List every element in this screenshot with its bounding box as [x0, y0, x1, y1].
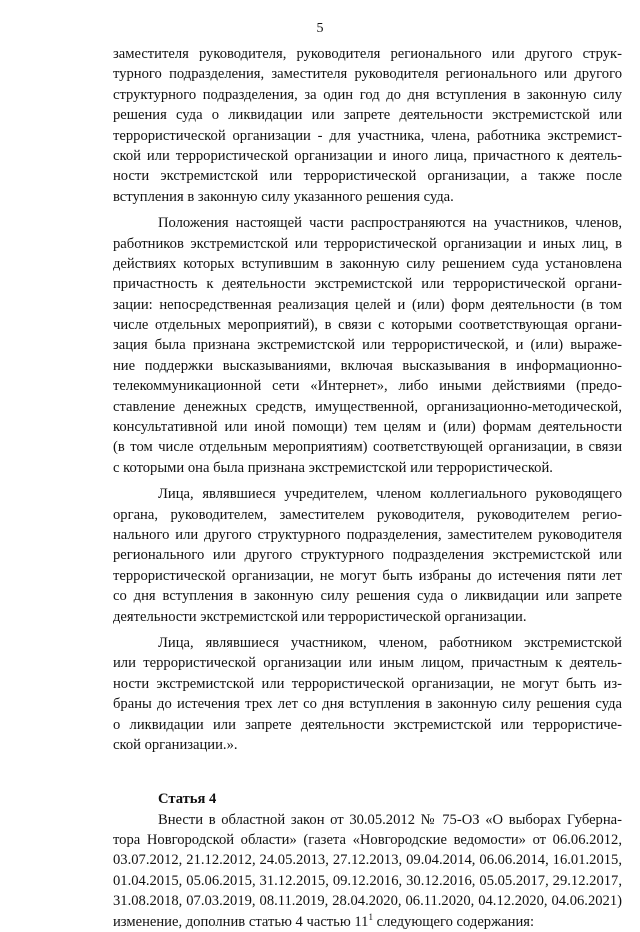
text-line: зации: непосредственная реализация целей и (или) форм деятельности (в том [113, 296, 622, 313]
article-final-line [113, 912, 622, 932]
text-line: ности экстремистской или террористической организации, не могут быть из- [113, 675, 622, 692]
text-line: Внести в областной закон от 30.05.2012 № 75-ОЗ «О выборах Губерна- [158, 811, 622, 828]
text-line: Лица, являвшиеся учредителем, членом коллегиального руководящего [158, 486, 622, 503]
text-line: нального или другого структурного подразделения, заместителем руководителя [113, 526, 622, 543]
final-line-tail: следующего содержания: [372, 913, 535, 930]
paragraph [113, 633, 622, 755]
paragraph [113, 44, 622, 207]
text-line: с которыми она была признана экстремистской или террористической. [113, 459, 553, 476]
text-line: вступления в законную силу указанного решения суда. [113, 188, 454, 205]
text-line: или террористической организации или иным лицом, причастным к деятель- [113, 655, 622, 672]
text-line: органа, руководителем, заместителем руководителя, руководителем регио- [113, 506, 622, 523]
text-line: структурного подразделения, за один год до дня вступления в законную силу [113, 86, 622, 103]
text-line: ской организации.». [113, 736, 238, 753]
text-line: заместителя руководителя, руководителя регионального или другого струк- [113, 46, 622, 62]
text-line: тора Новгородской области» (газета «Новгородские ведомости» от 06.06.2012, [113, 832, 622, 849]
text-line: Лица, являвшиеся участником, членом, работником экстремистской [158, 634, 622, 651]
article-heading: Статья 4 [158, 791, 217, 808]
text-line: 01.04.2015, 05.06.2015, 31.12.2015, 09.12.2016, 30.12.2016, 05.05.2017, 29.12.2017, [113, 872, 622, 889]
text-line: Положения настоящей части распространяются на участников, членов, [158, 215, 622, 232]
text-line: решения суда о ликвидации или запрете деятельности экстремистской или [113, 107, 622, 124]
section-gap [113, 755, 622, 789]
paragraph [113, 484, 622, 627]
text-line: ской или террористической организации и иного лица, причастного к деятель- [113, 147, 622, 164]
text-line: ности экстремистской или террористической организации, а также после [113, 168, 622, 185]
text-line: 03.07.2012, 21.12.2012, 24.05.2013, 27.12.2013, 09.04.2014, 06.06.2014, 16.01.2015, [113, 852, 622, 869]
text-line: (в том числе отдельным мероприятиям) соответствующей организации, в связи [113, 439, 622, 456]
text-line: со дня вступления в законную силу решения суда о ликвидации или запрете [113, 588, 622, 605]
text-line: ние поддержки высказываниями, включая высказывания в информационно- [113, 357, 622, 374]
text-line: террористической организации - для участника, члена, работника экстремист- [113, 127, 622, 144]
final-line-text: изменение, дополнив статью 4 частью 11 [113, 913, 369, 930]
text-line: работников экстремистской или террористической организации и иных лиц, в [113, 235, 622, 252]
text-line: консультативной или иной помощи) тем целям и (или) формам деятельности [113, 419, 622, 436]
text-line: причастность к деятельности экстремистской или террористической органи- [113, 276, 622, 293]
text-line: террористической организации, не могут быть избраны до истечения пяти лет [113, 567, 622, 584]
document-body [113, 44, 622, 932]
text-line: о ликвидации или запрете деятельности экстремистской или террористиче- [113, 716, 622, 733]
text-line: ставление денежных средств, имущественной, организационно-методической, [113, 398, 622, 415]
text-line: турного подразделения, заместителя руководителя регионального или другого [113, 66, 622, 83]
text-line: регионального или другого структурного подразделения экстремистской или [113, 547, 622, 564]
text-line: браны до истечения трех лет со дня вступления в законную силу решения суда [113, 696, 622, 713]
paragraphs [113, 44, 622, 755]
text-line: числе отдельных мероприятий), в связи с которыми соответствующая органи- [113, 317, 622, 334]
text-line: действиях которых вступившим в законную силу решением суда установлена [113, 255, 622, 272]
text-line: деятельности экстремистской или террористической организации. [113, 608, 527, 625]
superscript-number: 1 [368, 911, 373, 922]
text-line: 31.08.2018, 07.03.2019, 08.11.2019, 28.04.2020, 06.11.2020, 04.12.2020, 04.06.2021) [113, 893, 622, 910]
article-text [113, 810, 622, 912]
page-number: 5 [316, 21, 324, 36]
text-line: телекоммуникационной сети «Интернет», либо иными действиями (предо- [113, 378, 622, 395]
article-4 [113, 789, 622, 932]
paragraph [113, 213, 622, 478]
text-line: зация была признана экстремистской или террористической, и (или) выраже- [113, 337, 622, 354]
